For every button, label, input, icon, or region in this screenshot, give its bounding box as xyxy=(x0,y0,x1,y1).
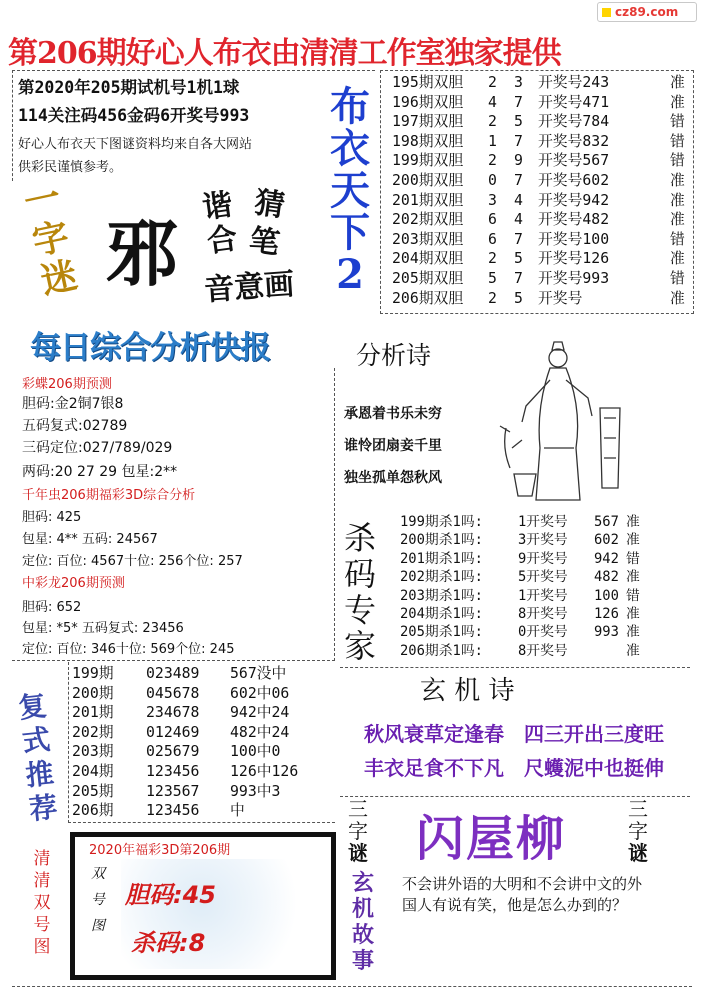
dd-status: 准 xyxy=(670,289,685,307)
kill-period: 203期杀1吗: xyxy=(400,587,483,604)
poem-line-1: 承恩着书乐未穷 xyxy=(344,406,442,422)
compound-period: 199期 xyxy=(72,665,114,682)
dd-period: 198期双胆 xyxy=(392,132,464,150)
dd-result: 开奖号993 xyxy=(538,270,610,287)
story-label-4: 事 xyxy=(352,948,375,974)
page-title: 第206期好心人布衣由清清工作室独家提供 xyxy=(8,36,561,71)
dd-dan2: 5 xyxy=(514,289,523,307)
kill-num: 993 xyxy=(594,624,619,641)
mystic-title: 玄 机 诗 xyxy=(420,676,515,706)
logo-square-icon xyxy=(602,8,611,17)
kill-period: 204期杀1吗: xyxy=(400,606,483,622)
dd-result: 开奖号126 xyxy=(538,250,610,268)
mystic-line-2: 丰衣足食不下凡 尺蠖泥中也挺伸 xyxy=(364,756,664,780)
dd-dan1: 2 xyxy=(488,250,497,268)
kill-status: 错 xyxy=(626,550,640,567)
dd-period: 199期双胆 xyxy=(392,152,464,170)
three-riddle-right xyxy=(628,798,648,864)
tr-left-3: 谜 xyxy=(348,841,368,865)
s2-title: 千年虫206期福彩3D综合分析 xyxy=(22,488,196,503)
brand-char-2: 衣 xyxy=(330,125,370,172)
compound-nums: 123456 xyxy=(146,802,200,820)
header-line-1: 第2020年205期试机号1机1球 xyxy=(18,78,240,97)
dd-result: 开奖号784 xyxy=(538,113,610,131)
s1-line1: 胆码:金2铜7银8 xyxy=(22,396,124,412)
dd-status: 准 xyxy=(670,172,685,189)
compound-label xyxy=(17,689,59,827)
kill-label xyxy=(344,520,376,664)
hint-yin: 音 xyxy=(203,271,236,309)
riddle-label xyxy=(9,175,95,315)
compound-result: 567没中 xyxy=(230,665,287,682)
s1-title: 彩蝶206期预测 xyxy=(22,377,112,392)
riddle-label-2: 字 xyxy=(28,215,73,264)
dd-result: 开奖号100 xyxy=(538,230,610,248)
header-line-2: 114关注码456金码6开奖号993 xyxy=(18,106,250,125)
dd-status: 错 xyxy=(670,152,685,170)
dd-period: 200期双胆 xyxy=(392,172,464,189)
dd-result: 开奖号567 xyxy=(538,152,610,170)
hint-he: 合 xyxy=(205,220,240,260)
poem-line-2: 谁怜团扇妾千里 xyxy=(344,438,442,454)
site-watermark xyxy=(597,2,697,22)
s3-line1: 胆码: 652 xyxy=(22,600,82,615)
kill-status: 准 xyxy=(626,514,640,530)
watermark-text: cz89.com xyxy=(615,5,679,19)
story-label-3: 故 xyxy=(352,922,375,948)
dd-status: 错 xyxy=(670,132,685,150)
daily-title: 每日综合分析快报 xyxy=(30,330,270,366)
s1-line4: 两码:20 27 29 包星:2** xyxy=(22,464,178,480)
brand-char-5: 2 xyxy=(336,251,364,298)
tr-left-1: 三 xyxy=(348,797,368,821)
kill-result: 3开奖号 xyxy=(518,532,568,549)
poem-title: 分析诗 xyxy=(356,341,432,370)
compound-period: 203期 xyxy=(72,743,114,761)
compound-result: 942中24 xyxy=(230,704,290,722)
poem-line-3: 独坐孤单怨秋风 xyxy=(344,470,442,486)
kill-num: 602 xyxy=(594,532,619,549)
brand-char-3: 天 xyxy=(330,167,370,214)
tr-left-2: 字 xyxy=(348,819,368,843)
dd-result: 开奖号482 xyxy=(538,211,610,229)
dd-status: 准 xyxy=(670,191,685,209)
compound-nums: 234678 xyxy=(146,704,200,722)
dd-dan1: 2 xyxy=(488,74,497,91)
s3-line2: 包星: *5* 五码复式: 23456 xyxy=(22,621,184,636)
compound-table xyxy=(72,664,334,824)
dd-result: 开奖号 xyxy=(538,289,583,307)
kill-num: 567 xyxy=(594,514,619,530)
dd-period: 201期双胆 xyxy=(392,191,464,209)
dd-dan2: 5 xyxy=(514,113,523,131)
compound-nums: 123456 xyxy=(146,763,200,780)
double-chart-label xyxy=(30,848,54,958)
dd-dan2: 4 xyxy=(514,191,523,209)
s2-line2: 包星: 4** 五码: 24567 xyxy=(22,532,158,547)
dd-dan2: 7 xyxy=(514,93,523,111)
kill-status: 准 xyxy=(626,624,640,641)
dd-result: 开奖号602 xyxy=(538,172,610,189)
kill-label-1: 杀 xyxy=(344,519,377,557)
s1-line3: 三码定位:027/789/029 xyxy=(22,440,173,456)
kill-num: 942 xyxy=(594,550,619,567)
compound-label-1: 复 xyxy=(16,688,49,725)
dd-dan1: 2 xyxy=(488,289,497,307)
dd-result: 开奖号243 xyxy=(538,74,610,91)
story-text: 不会讲外语的大明和不会讲中文的外国人有说有笑，他是怎么办到的？ xyxy=(402,875,643,914)
dd-dan2: 7 xyxy=(514,132,523,150)
riddle-label-1: 一 xyxy=(20,176,65,225)
kill-period: 199期杀1吗: xyxy=(400,514,483,530)
dd-result: 开奖号832 xyxy=(538,132,610,150)
compound-period: 202期 xyxy=(72,723,114,741)
riddle-hints-right xyxy=(203,259,296,309)
dc-label-4: 号 xyxy=(33,915,51,935)
compound-result: 100中0 xyxy=(230,743,281,761)
kill-period: 202期杀1吗: xyxy=(400,569,483,586)
riddle-char: 邪 xyxy=(106,211,179,296)
hint-yi: 意 xyxy=(233,268,266,306)
compound-period: 201期 xyxy=(72,704,114,722)
kill-period: 200期杀1吗: xyxy=(400,532,483,549)
kill-table xyxy=(400,513,660,663)
dd-dan1: 1 xyxy=(488,132,497,150)
riddle-hints-mid xyxy=(247,184,287,263)
kill-status: 准 xyxy=(626,569,640,586)
dc-side-1: 双 xyxy=(91,866,105,882)
s2-line1: 胆码: 425 xyxy=(22,510,82,525)
kill-status: 错 xyxy=(626,587,640,604)
dd-period: 205期双胆 xyxy=(392,270,464,287)
mystic-line-1: 秋风衰草定逢春 四三开出三度旺 xyxy=(364,722,664,746)
brand-char-4: 下 xyxy=(330,209,370,256)
dd-dan2: 9 xyxy=(514,152,523,170)
dd-result: 开奖号942 xyxy=(538,191,610,209)
dd-dan1: 3 xyxy=(488,191,497,209)
compound-result: 993中3 xyxy=(230,782,281,800)
dd-status: 准 xyxy=(670,211,685,229)
kill-result: 5开奖号 xyxy=(518,569,568,586)
three-riddle-answer: 闪屋柳 xyxy=(416,811,567,867)
dd-period: 197期双胆 xyxy=(392,113,464,131)
dd-status: 准 xyxy=(670,250,685,268)
dd-status: 错 xyxy=(670,270,685,287)
bottom-divider xyxy=(12,986,692,987)
compound-label-3: 推 xyxy=(24,756,56,793)
dc-label-1: 清 xyxy=(33,849,51,869)
compound-period: 204期 xyxy=(72,763,114,780)
dd-dan1: 0 xyxy=(488,172,497,189)
dc-label-3: 双 xyxy=(33,893,51,913)
kill-status: 准 xyxy=(626,606,640,622)
dd-dan2: 4 xyxy=(514,211,523,229)
kill-result: 1开奖号 xyxy=(518,514,568,530)
kill-label-3: 专 xyxy=(344,591,377,629)
kill-period: 206期杀1吗: xyxy=(400,642,483,659)
hint-hua: 画 xyxy=(262,266,296,304)
compound-period: 200期 xyxy=(72,684,114,702)
hint-cai: 猜 xyxy=(252,185,288,225)
kill-label-4: 家 xyxy=(344,627,377,665)
dd-result: 开奖号471 xyxy=(538,93,610,111)
dd-period: 196期双胆 xyxy=(392,93,464,111)
compound-period: 205期 xyxy=(72,782,114,800)
compound-nums: 123567 xyxy=(146,782,200,800)
dd-dan2: 5 xyxy=(514,250,523,268)
kill-label-2: 码 xyxy=(344,555,377,593)
kill-period: 205期杀1吗: xyxy=(400,624,483,641)
scholar-illustration xyxy=(496,328,636,508)
header-line-4: 供彩民谨慎参考。 xyxy=(18,160,123,175)
kill-num: 482 xyxy=(594,569,619,586)
compound-result: 482中24 xyxy=(230,723,290,741)
double-dan-table xyxy=(392,73,692,313)
riddle-label-3: 迷 xyxy=(37,254,82,303)
kill-status: 准 xyxy=(626,532,640,549)
kill-num: 126 xyxy=(594,606,619,622)
dd-dan1: 6 xyxy=(488,211,497,229)
double-chart-frame xyxy=(70,832,336,980)
brand-char-1: 布 xyxy=(330,83,370,130)
dd-dan1: 2 xyxy=(488,152,497,170)
dd-period: 203期双胆 xyxy=(392,230,464,248)
compound-result: 中 xyxy=(230,802,245,820)
kill-result: 0开奖号 xyxy=(518,624,568,641)
s2-line3: 定位: 百位: 4567十位: 256个位: 257 xyxy=(22,554,243,569)
riddle-hints-left xyxy=(200,188,239,260)
compound-nums: 023489 xyxy=(146,665,200,682)
story-label xyxy=(352,870,374,974)
kill-result: 9开奖号 xyxy=(518,550,568,567)
story-label-1: 玄 xyxy=(352,870,375,896)
s1-line2: 五码复式:02789 xyxy=(22,418,128,434)
dd-period: 206期双胆 xyxy=(392,289,464,307)
dd-status: 错 xyxy=(670,230,685,248)
dc-label-5: 图 xyxy=(33,937,51,957)
tr-right-3: 谜 xyxy=(628,841,648,865)
compound-nums: 025679 xyxy=(146,743,200,761)
compound-nums: 012469 xyxy=(146,723,200,741)
hint-xie: 谐 xyxy=(200,187,235,227)
dd-dan1: 6 xyxy=(488,230,497,248)
dc-box-title: 2020年福彩3D第206期 xyxy=(89,843,231,858)
dd-period: 202期双胆 xyxy=(392,211,464,229)
dd-dan2: 7 xyxy=(514,172,523,189)
dd-dan2: 7 xyxy=(514,270,523,287)
dd-dan1: 4 xyxy=(488,93,497,111)
three-riddle-left xyxy=(348,798,368,864)
story-label-2: 机 xyxy=(352,896,375,922)
dc-side-2: 号 xyxy=(91,892,105,908)
dd-status: 错 xyxy=(670,113,685,131)
compound-nums: 045678 xyxy=(146,684,200,702)
compound-label-2: 式 xyxy=(20,722,52,759)
dd-period: 195期双胆 xyxy=(392,74,464,91)
compound-label-4: 荐 xyxy=(27,790,59,827)
kill-result: 1开奖号 xyxy=(518,587,568,604)
dd-dan2: 7 xyxy=(514,230,523,248)
header-line-3: 好心人布衣天下图谜资料均来自各大网站 xyxy=(18,137,253,152)
kill-status: 准 xyxy=(626,642,640,659)
compound-result: 126中126 xyxy=(230,763,299,780)
dc-dan: 胆码:45 xyxy=(125,881,216,909)
kill-result: 8开奖号 xyxy=(518,642,568,659)
hint-bi: 笔 xyxy=(247,222,282,262)
poem-lines xyxy=(344,398,442,494)
compound-result: 602中06 xyxy=(230,684,290,702)
dd-period: 204期双胆 xyxy=(392,250,464,268)
dc-side xyxy=(91,861,105,939)
dd-dan1: 5 xyxy=(488,270,497,287)
brand-vertical xyxy=(322,83,378,298)
dd-status: 准 xyxy=(670,74,685,91)
kill-num: 100 xyxy=(594,587,619,604)
dc-label-2: 清 xyxy=(33,871,51,891)
tr-right-2: 字 xyxy=(628,819,648,843)
s3-line3: 定位: 百位: 346十位: 569个位: 245 xyxy=(22,642,235,657)
s3-title: 中彩龙206期预测 xyxy=(22,576,125,591)
dd-dan1: 2 xyxy=(488,113,497,131)
compound-period: 206期 xyxy=(72,802,114,820)
tr-right-1: 三 xyxy=(628,797,648,821)
dc-kill: 杀码:8 xyxy=(131,929,206,957)
kill-period: 201期杀1吗: xyxy=(400,550,483,567)
dd-status: 准 xyxy=(670,93,685,111)
dd-dan2: 3 xyxy=(514,74,523,91)
kill-result: 8开奖号 xyxy=(518,606,568,622)
dc-side-3: 图 xyxy=(91,918,105,934)
